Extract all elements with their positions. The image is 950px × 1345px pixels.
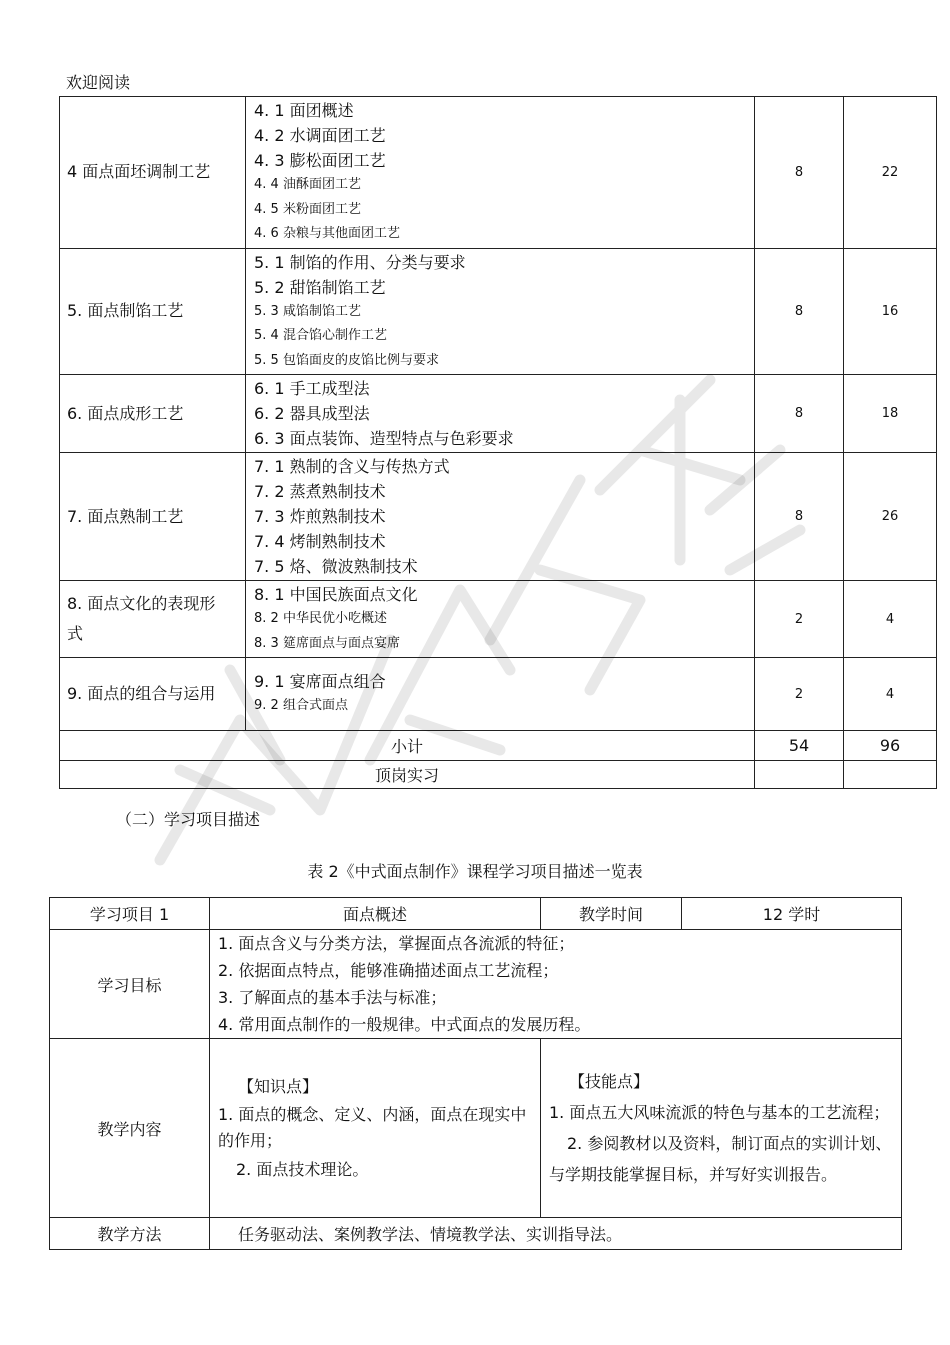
goal-item: 1. 面点含义与分类方法，掌握面点各流派的特征；: [218, 934, 575, 953]
method-value: 任务驱动法、案例教学法、情境教学法、实训指导法。: [210, 1218, 902, 1250]
unit-hours-2: 16: [844, 248, 937, 375]
knowledge-item: 2. 面点技术理论。: [236, 1160, 369, 1179]
knowledge-heading: 【知识点】: [238, 1077, 319, 1096]
unit-hours-1: 8: [755, 97, 844, 249]
unit-name: 4 面点面坯调制工艺: [60, 97, 246, 249]
method-label: 教学方法: [50, 1218, 210, 1250]
topic-item: 5. 3 咸馅制馅工艺: [254, 303, 361, 319]
goal-item: 4. 常用面点制作的一般规律。中式面点的发展历程。: [218, 1015, 591, 1034]
content-row: [50, 1039, 902, 1218]
unit-topics: [246, 375, 755, 453]
topic-item: 4. 2 水调面团工艺: [254, 126, 386, 145]
goal-item: 3. 了解面点的基本手法与标准；: [218, 988, 447, 1007]
unit-hours-table: [59, 96, 937, 789]
internship-label: 顶岗实习: [60, 761, 755, 789]
skill-heading: 【技能点】: [569, 1072, 650, 1091]
unit-row: [60, 658, 937, 731]
subtotal-label: 小计: [60, 731, 755, 761]
unit-hours-2: 4: [844, 581, 937, 658]
skill-item: 1. 面点五大风味流派的特色与基本的工艺流程；: [549, 1103, 890, 1122]
unit-topics: [246, 248, 755, 375]
subtotal-hours-1: 54: [755, 731, 844, 761]
topic-item: 7. 5 烙、微波熟制技术: [254, 557, 418, 576]
goals-row: [50, 930, 902, 1039]
project-header-row: [50, 898, 902, 930]
topic-item: 4. 6 杂粮与其他面团工艺: [254, 226, 400, 241]
unit-name: 8. 面点文化的表现形式: [60, 581, 246, 658]
goals-list: [210, 930, 902, 1039]
topic-item: 8. 1 中国民族面点文化: [254, 585, 418, 604]
topic-item: 5. 5 包馅面皮的皮馅比例与要求: [254, 352, 439, 368]
unit-hours-2: 26: [844, 453, 937, 581]
topic-item: 5. 4 混合馅心制作工艺: [254, 328, 387, 343]
table-caption: 表 2《中式面点制作》课程学习项目描述一览表: [307, 862, 643, 881]
goal-item: 2. 依据面点特点，能够准确描述面点工艺流程；: [218, 961, 559, 980]
topic-item: 7. 3 炸煎熟制技术: [254, 507, 386, 526]
unit-name: 7. 面点熟制工艺: [60, 453, 246, 581]
content-label: 教学内容: [50, 1039, 210, 1218]
unit-hours-1: 8: [755, 375, 844, 453]
subtotal-row: [60, 731, 937, 761]
topic-item: 4. 5 米粉面团工艺: [254, 201, 361, 217]
topic-item: 9. 1 宴席面点组合: [254, 672, 386, 692]
topic-item: 7. 1 熟制的含义与传热方式: [254, 457, 450, 476]
skill-item: 2. 参阅教材以及资料，制订面点的实训计划、与学期技能掌握目标，并写好实训报告。: [549, 1134, 892, 1184]
unit-hours-1: 2: [755, 581, 844, 658]
unit-name: 6. 面点成形工艺: [60, 375, 246, 453]
topic-item: 6. 2 器具成型法: [254, 404, 370, 423]
unit-hours-2: 22: [844, 97, 937, 249]
topic-item: 9. 2 组合式面点: [254, 698, 348, 714]
unit-name: 5. 面点制馅工艺: [60, 248, 246, 375]
unit-hours-1: 8: [755, 453, 844, 581]
unit-row: [60, 248, 937, 375]
time-label: 教学时间: [541, 898, 682, 930]
topic-item: 6. 3 面点装饰、造型特点与色彩要求: [254, 429, 514, 448]
unit-hours-2: 4: [844, 658, 937, 731]
topic-item: 7. 2 蒸煮熟制技术: [254, 482, 386, 501]
unit-row: [60, 375, 937, 453]
topic-item: 4. 4 油酥面团工艺: [254, 177, 361, 192]
skill-points: [541, 1039, 902, 1218]
time-value: 12 学时: [682, 898, 902, 930]
unit-row: [60, 453, 937, 581]
topic-item: 8. 2 中华民优小吃概述: [254, 611, 387, 626]
unit-row: [60, 97, 937, 249]
unit-topics: [246, 97, 755, 249]
unit-row: [60, 581, 937, 658]
topic-item: 4. 3 膨松面团工艺: [254, 151, 386, 170]
topic-item: 8. 3 筵席面点与面点宴席: [254, 635, 400, 651]
knowledge-points: [210, 1039, 541, 1218]
topic-item: 5. 2 甜馅制馅工艺: [254, 277, 386, 297]
section-title: （二）学习项目描述: [116, 810, 261, 829]
unit-hours-1: 8: [755, 248, 844, 375]
topic-item: 7. 4 烤制熟制技术: [254, 532, 386, 551]
unit-hours-1: 2: [755, 658, 844, 731]
page-header: 欢迎阅读: [66, 73, 131, 92]
internship-row: [60, 761, 937, 789]
project-label: 学习项目 1: [50, 898, 210, 930]
goals-label: 学习目标: [50, 930, 210, 1039]
project-description-table: [49, 897, 902, 1250]
method-row: [50, 1218, 902, 1250]
unit-hours-2: 18: [844, 375, 937, 453]
topic-item: 4. 1 面团概述: [254, 101, 354, 120]
topic-item: 5. 1 制馅的作用、分类与要求: [254, 252, 466, 272]
project-title: 面点概述: [210, 898, 541, 930]
knowledge-item: 1. 面点的概念、定义、内涵，面点在现实中的作用；: [218, 1105, 527, 1150]
unit-name: 9. 面点的组合与运用: [60, 658, 246, 731]
subtotal-hours-2: 96: [844, 731, 937, 761]
unit-topics: [246, 658, 755, 731]
unit-topics: [246, 453, 755, 581]
topic-item: 6. 1 手工成型法: [254, 379, 370, 398]
unit-topics: [246, 581, 755, 658]
